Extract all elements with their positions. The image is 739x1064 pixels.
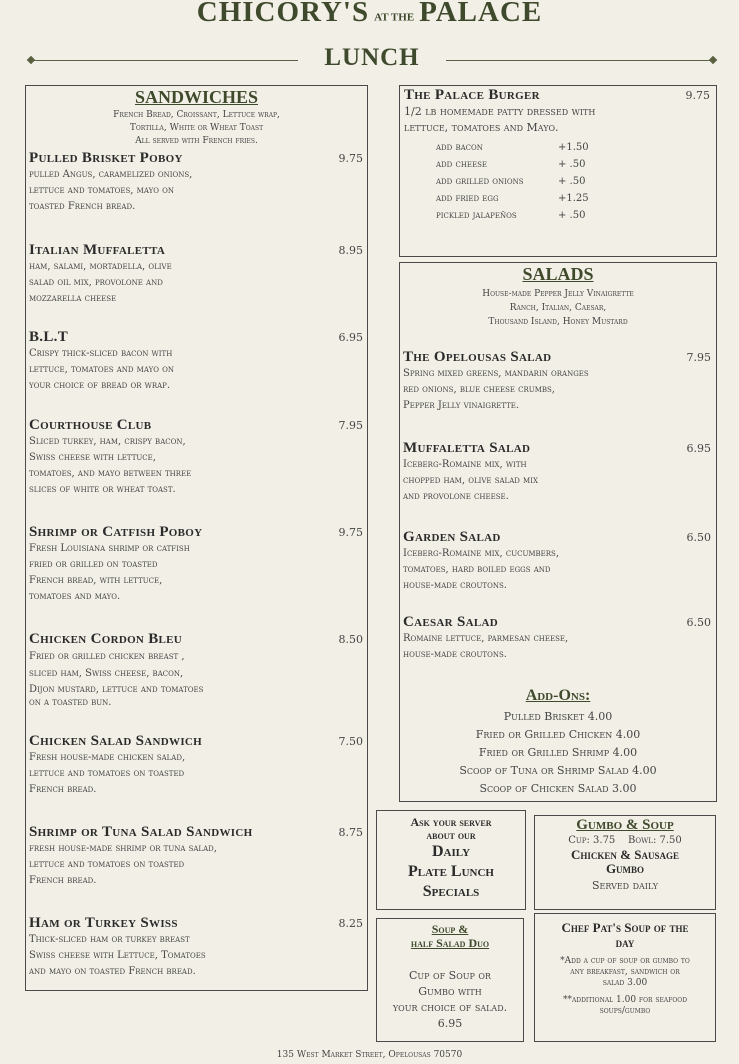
desc-line: Fresh Louisiana shrimp or catfish <box>29 543 190 554</box>
item-price: 8.95 <box>338 244 363 257</box>
addon-label: add cheese <box>436 159 488 170</box>
salads-heading: SALADS <box>522 264 594 284</box>
salads-note-2: Ranch, Italian, Caesar, <box>509 303 607 313</box>
menu-item <box>29 150 363 215</box>
item-description <box>29 750 363 798</box>
menu-item <box>403 529 711 594</box>
desc-line: house-made croutons. <box>403 580 507 591</box>
addon-row <box>436 173 636 190</box>
sandwiches-note <box>26 109 367 148</box>
item-name: Shrimp or Tuna Salad Sandwich <box>29 824 253 840</box>
duo-heading-1: Soup & <box>431 922 469 936</box>
item-name: Caesar Salad <box>403 614 498 630</box>
desc-line: fried or grilled on toasted <box>29 559 158 570</box>
menu-item <box>403 440 711 505</box>
desc-line: ham, salami, mortadella, olive <box>29 261 172 272</box>
menu-item <box>29 242 363 307</box>
item-name: Chicken Cordon Bleu <box>29 631 183 647</box>
desc-line: fresh house-made shrimp or tuna salad, <box>29 843 217 854</box>
desc-line: chopped ham, olive salad mix <box>403 475 538 486</box>
daily-line-5: Specials <box>422 883 480 900</box>
desc-line: lettuce and tomatoes on toasted <box>29 768 185 779</box>
addon-item: Fried or Grilled Chicken 4.00 <box>475 728 641 741</box>
addon-price: +1.25 <box>558 193 589 204</box>
desc-line: Iceberg-Romaine mix, cucumbers, <box>403 548 560 559</box>
addon-label: add fried egg <box>436 193 499 204</box>
item-price: 8.50 <box>338 633 363 646</box>
daily-specials-box <box>376 810 526 910</box>
desc-line: sliced ham, Swiss cheese, bacon, <box>29 668 184 679</box>
cup-price: Cup: 3.75 <box>568 835 616 846</box>
desc-line: tomatoes and mayo. <box>29 591 121 602</box>
chef-soup-box <box>534 913 716 1042</box>
daily-line-3: Daily <box>431 843 471 860</box>
chef-notes <box>535 956 715 1017</box>
item-name: Courthouse Club <box>29 417 152 433</box>
menu-item <box>29 329 363 394</box>
item-name: Shrimp or Catfish Poboy <box>29 524 203 540</box>
item-price: 9.75 <box>338 152 363 165</box>
desc-line: salad oil mix, provolone and <box>29 277 163 288</box>
desc-line: mozzarella cheese <box>29 293 117 304</box>
gumbo-line-2: Gumbo <box>605 861 645 876</box>
chef-note-1: *Add a cup of soup or gumbo to <box>560 956 690 966</box>
item-name: Muffaletta Salad <box>403 440 531 456</box>
item-description <box>29 841 363 889</box>
desc-line: Fresh house-made chicken salad, <box>29 752 186 763</box>
ornament-right <box>709 56 717 64</box>
addon-label: pickled jalapeños <box>436 210 517 221</box>
item-name: Garden Salad <box>403 529 501 545</box>
brand-mid: AT THE <box>374 11 415 24</box>
addon-price: + .50 <box>558 176 586 187</box>
chef-note-3: salad 3.00 <box>602 978 648 988</box>
desc-line: 1/2 lb homemade patty dressed with <box>404 105 596 118</box>
burger-addons <box>436 139 636 224</box>
item-description <box>403 546 711 594</box>
brand-left: CHICORY'S <box>196 0 370 28</box>
salads-note <box>400 287 716 329</box>
desc-line: lettuce, tomatoes and Mayo. <box>404 121 559 134</box>
desc-line: red onions, blue cheese crumbs, <box>403 384 555 395</box>
chef-note-4: **additional 1.00 for seafood <box>562 995 688 1005</box>
menu-item <box>403 614 711 663</box>
duo-price: 6.95 <box>437 1017 463 1030</box>
daily-line-2: about our <box>426 828 476 842</box>
chef-heading-1: Chef Pat's Soup of the <box>561 920 689 935</box>
item-price: 7.50 <box>338 735 363 748</box>
item-price: 7.95 <box>686 351 711 364</box>
item-price: 7.95 <box>338 419 363 432</box>
item-name: Italian Muffaletta <box>29 242 166 258</box>
duo-heading-2: half Salad Duo <box>410 936 490 950</box>
item-description <box>29 259 363 307</box>
item-description <box>29 648 363 708</box>
addon-item: Pulled Brisket 4.00 <box>503 710 613 723</box>
desc-line: Sliced turkey, ham, crispy bacon, <box>29 436 186 447</box>
item-price: 9.75 <box>338 526 363 539</box>
sandwiches-note-3: All served with French fries. <box>135 136 258 146</box>
desc-line: Swiss cheese with Lettuce, Tomatoes <box>29 950 206 961</box>
desc-line: and provolone cheese. <box>403 491 509 502</box>
addon-row <box>436 156 636 173</box>
desc-line: Iceberg-Romaine mix, with <box>403 459 527 470</box>
menu-item <box>29 417 363 498</box>
item-name: The Opelousas Salad <box>403 349 552 365</box>
desc-line: Crispy thick-sliced bacon with <box>29 348 173 359</box>
addon-price: + .50 <box>558 210 586 221</box>
item-description <box>29 434 363 498</box>
addon-item: Scoop of Tuna or Shrimp Salad 4.00 <box>459 764 657 777</box>
item-description <box>29 167 363 215</box>
addon-price: +1.50 <box>558 142 589 153</box>
item-description <box>403 457 711 505</box>
burger-box <box>399 85 717 257</box>
item-name: Chicken Salad Sandwich <box>29 733 203 749</box>
item-price: 6.50 <box>686 616 711 629</box>
item-price: 6.95 <box>338 331 363 344</box>
desc-line: slices of white or wheat toast. <box>29 484 176 495</box>
desc-line: French bread. <box>29 784 97 795</box>
desc-line: Swiss cheese with lettuce, <box>29 452 156 463</box>
desc-line: Thick-sliced ham or turkey breast <box>29 934 190 945</box>
gumbo-soup-box <box>534 815 716 910</box>
duo-line-3: your choice of salad. <box>392 1001 508 1014</box>
duo-line-1: Cup of Soup or <box>409 969 491 982</box>
sandwiches-note-2: Tortilla, White or Wheat Toast <box>129 123 264 133</box>
item-price: 6.50 <box>686 531 711 544</box>
duo-line-2: Gumbo with <box>418 985 482 998</box>
chef-heading-2: day <box>615 935 635 950</box>
menu-item <box>29 733 363 798</box>
desc-line: French bread. <box>29 875 97 886</box>
desc-line: and mayo on toasted French bread. <box>29 966 196 977</box>
desc-line: lettuce and tomatoes on toasted <box>29 859 185 870</box>
item-name: The Palace Burger <box>404 87 540 103</box>
menu-item <box>403 349 711 414</box>
menu-item <box>29 524 363 605</box>
item-description <box>404 104 710 136</box>
sandwiches-box <box>25 85 368 991</box>
desc-line: Fried or grilled chicken breast , <box>29 651 185 662</box>
section-title: LUNCH <box>324 44 420 71</box>
gumbo-line-3: Served daily <box>591 879 659 892</box>
desc-line: Romaine lettuce, parmesan cheese, <box>403 633 569 644</box>
duo-description <box>377 968 523 1032</box>
addon-row <box>436 190 636 207</box>
gumbo-sizes <box>535 834 715 848</box>
item-price: 8.75 <box>338 826 363 839</box>
desc-line: lettuce, tomatoes and mayo on <box>29 364 175 375</box>
addon-row <box>436 207 636 224</box>
menu-item <box>29 631 363 708</box>
brand-right: PALACE <box>419 0 543 28</box>
menu-item <box>404 87 710 136</box>
desc-line: Spring mixed greens, mandarin oranges <box>403 368 589 379</box>
gumbo-line-1: Chicken & Sausage <box>571 847 679 862</box>
desc-line: lettuce and tomatoes, mayo on <box>29 185 175 196</box>
addon-label: add grilled onions <box>436 176 524 187</box>
menu-item <box>29 824 363 889</box>
salads-note-1: House-made Pepper Jelly Vinaigrette <box>482 289 634 299</box>
desc-line: your choice of bread or wrap. <box>29 380 171 391</box>
salad-addons-list <box>400 708 716 798</box>
item-price: 8.25 <box>338 917 363 930</box>
salads-note-3: Thousand Island, Honey Mustard <box>488 317 628 327</box>
gumbo-heading: Gumbo & Soup <box>576 817 674 833</box>
sandwiches-note-1: French Bread, Croissant, Lettuce wrap, <box>113 110 280 120</box>
rule-right <box>446 60 710 61</box>
addon-label: add bacon <box>436 142 483 153</box>
lunch-header <box>28 44 716 74</box>
bowl-price: Bowl: 7.50 <box>628 835 682 846</box>
item-name: Ham or Turkey Swiss <box>29 915 178 931</box>
addons-heading: Add-Ons: <box>525 687 591 704</box>
desc-line: tomatoes, and mayo between three <box>29 468 192 479</box>
rule-left <box>34 60 298 61</box>
item-price: 6.95 <box>686 442 711 455</box>
item-name: Pulled Brisket Poboy <box>29 150 183 166</box>
item-description <box>29 346 363 394</box>
desc-line: pulled Angus, caramelized onions, <box>29 169 193 180</box>
address-footer: 135 West Market Street, Opelousas 70570 <box>276 1050 463 1060</box>
addon-item: Fried or Grilled Shrimp 4.00 <box>478 746 638 759</box>
soup-salad-duo-box <box>376 918 524 1042</box>
daily-line-4: Plate Lunch <box>408 863 494 880</box>
chef-note-5: soups/gumbo <box>599 1006 651 1016</box>
chef-note-2: any breakfast, sandwich or <box>570 967 680 977</box>
desc-line: tomatoes, hard boiled eggs and <box>403 564 551 575</box>
desc-line: Pepper Jelly vinaigrette. <box>403 400 520 411</box>
item-description <box>403 366 711 414</box>
item-description <box>29 541 363 605</box>
desc-line: house-made croutons. <box>403 649 507 660</box>
item-name: B.L.T <box>29 329 69 345</box>
desc-line: French bread, with lettuce, <box>29 575 163 586</box>
item-price: 9.75 <box>685 89 710 102</box>
sandwiches-heading: SANDWICHES <box>134 87 259 107</box>
addon-price: + .50 <box>558 159 586 170</box>
salads-box <box>399 262 717 802</box>
menu-item <box>29 915 363 980</box>
daily-line-1: Ask your server <box>410 815 492 829</box>
item-description <box>403 631 711 663</box>
addon-row <box>436 139 636 156</box>
addon-item: Scoop of Chicken Salad 3.00 <box>479 782 637 795</box>
restaurant-name <box>0 0 739 29</box>
desc-line: on a toasted bun. <box>29 697 112 708</box>
desc-line: toasted French bread. <box>29 201 136 212</box>
desc-line: Dijon mustard, lettuce and tomatoes <box>29 684 204 695</box>
item-description <box>29 932 363 980</box>
